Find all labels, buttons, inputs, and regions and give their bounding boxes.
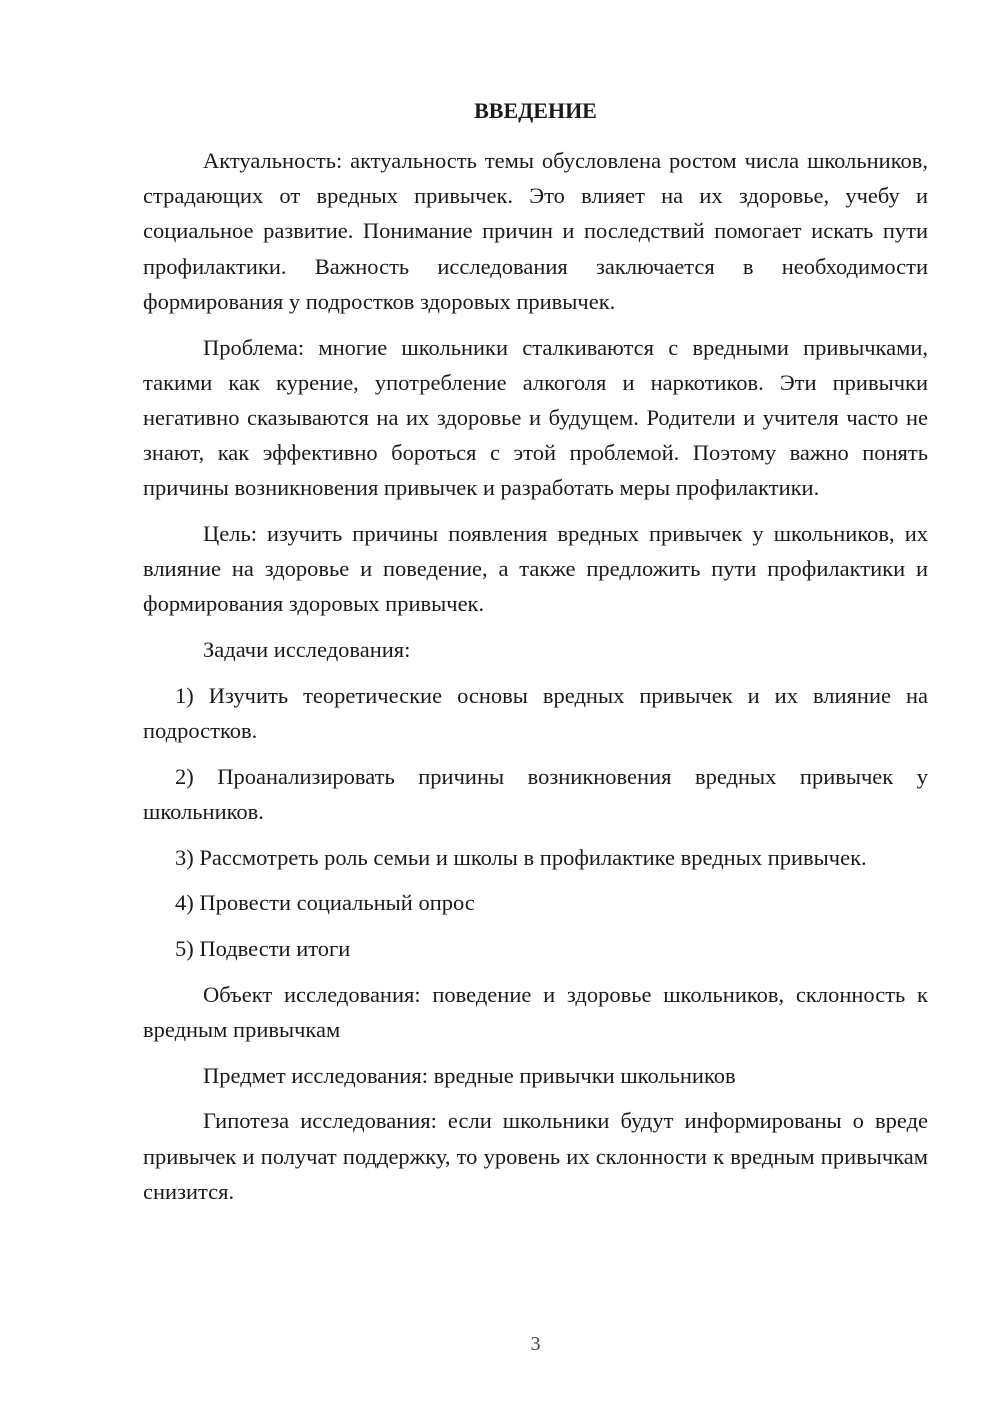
task-item-2: 2) Проанализировать причины возникновения вредных привычек у школьников. [143, 763, 928, 824]
document-body [143, 143, 928, 1219]
paragraph-hypothesis: Гипотеза исследования: если школьники будут информированы о вреде привычек и получат поддержку, то уровень их склонности к вредным привычкам снизится. [143, 1108, 928, 1204]
task-item-5: 5) Подвести итоги [175, 936, 351, 962]
task-item-3: 3) Рассмотреть роль семьи и школы в профилактике вредных привычек. [175, 844, 867, 870]
tasks-heading: Задачи исследования: [203, 637, 411, 663]
paragraph-object: Объект исследования: поведение и здоровье школьников, склонность к вредным привычкам [143, 981, 928, 1042]
paragraph-problem: Проблема: многие школьники сталкиваются с вредными привычками, такими как курение, употребление алкоголя и наркотиков. Эти привычки негативно сказываются на их здоровье и будущем. Родители и учителя часто не знают, как эффективно бороться с этой проблемой. Поэтому важно понять причины возникновения привычек и разработать меры профилактики. [143, 334, 928, 501]
paragraph-goal: Цель: изучить причины появления вредных привычек у школьников, их влияние на здоровье и поведение, а также предложить пути профилактики и формирования здоровых привычек. [143, 521, 928, 617]
paragraph-subject: Предмет исследования: вредные привычки школьников [203, 1062, 736, 1088]
section-title: ВВЕДЕНИЕ [474, 98, 597, 123]
page-number: 3 [530, 1333, 541, 1355]
paragraph-relevance: Актуальность: актуальность темы обусловлена ростом числа школьников, страдающих от вредных привычек. Это влияет на их здоровье, учебу и социальное развитие. Понимание причин и последствий помогает искать пути профилактики. Важность исследования заключается в необходимости формирования у подростков здоровых привычек. [143, 148, 928, 314]
task-item-4: 4) Провести социальный опрос [175, 890, 475, 916]
task-item-1: 1) Изучить теоретические основы вредных привычек и их влияние на подростков. [143, 682, 928, 744]
